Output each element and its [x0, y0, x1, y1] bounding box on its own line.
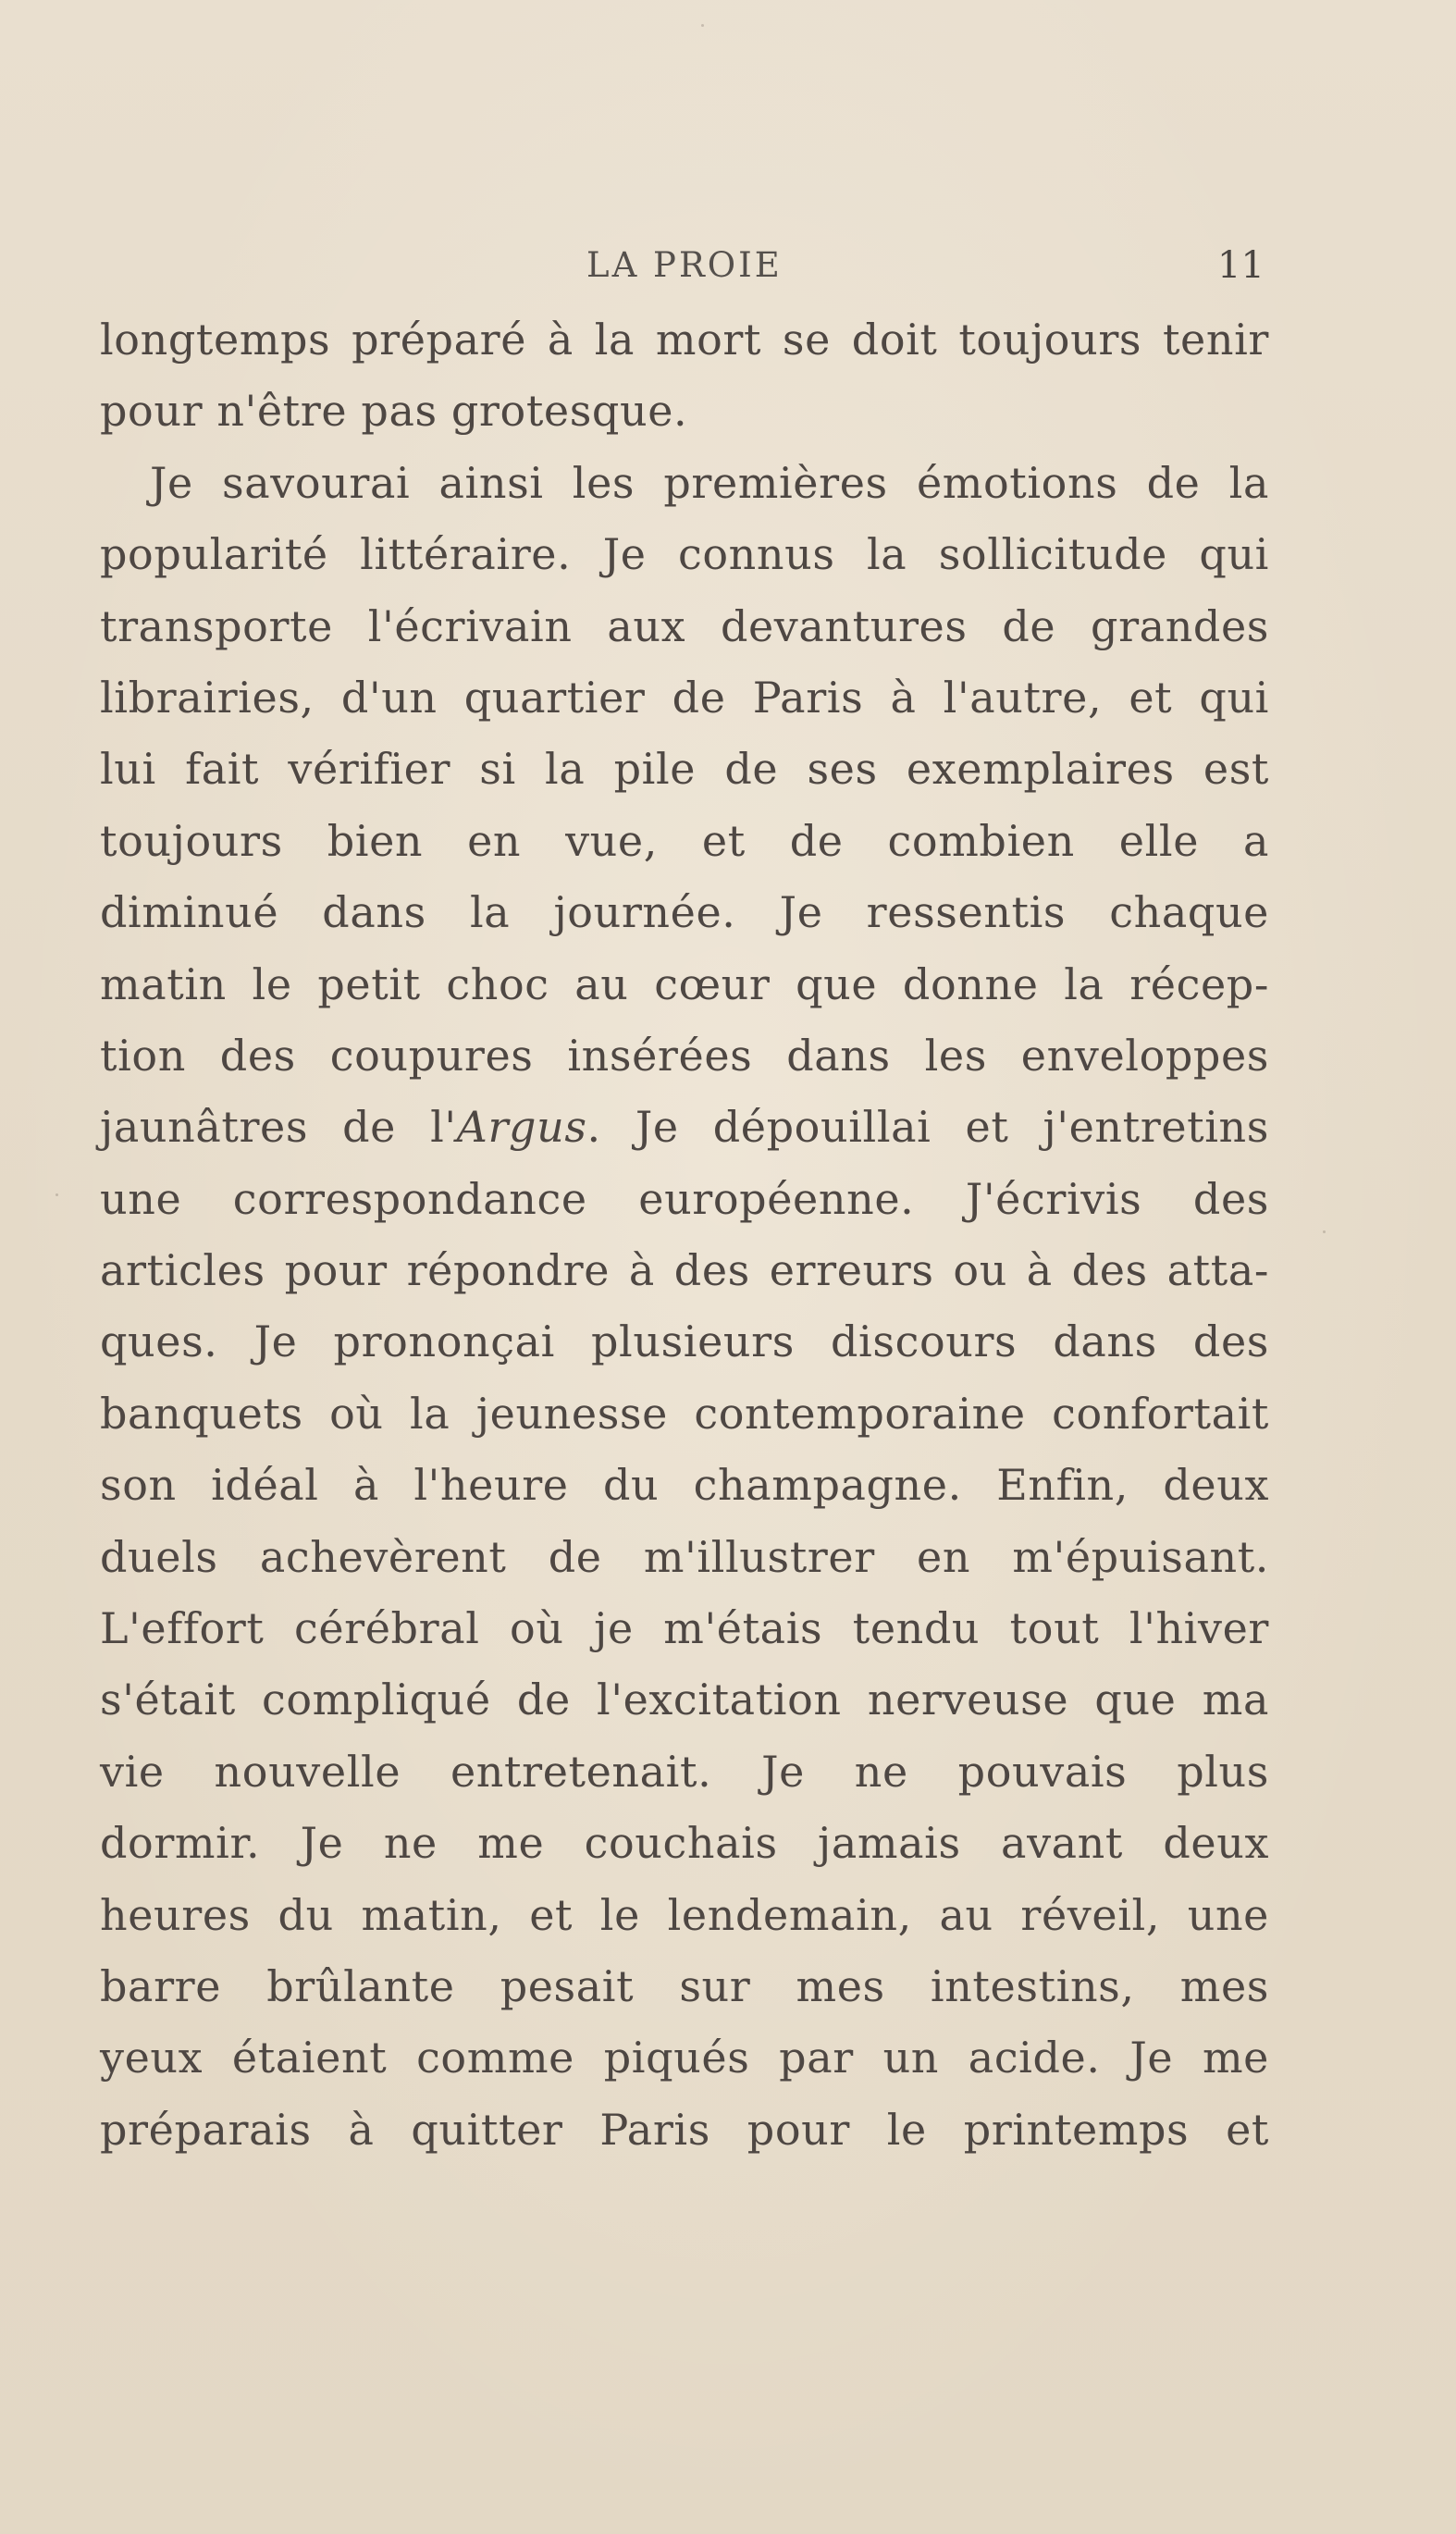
text-line: diminué dans la journée. Je ressentis chaque — [100, 887, 1269, 938]
text-line: articles pour répondre à des erreurs ou à des atta- — [100, 1245, 1269, 1296]
paper-speck — [56, 1193, 58, 1196]
paper-speck — [1323, 1230, 1326, 1233]
text-line: barre brûlante pesait sur mes intestins, mes — [100, 1960, 1269, 2011]
text-line: L'effort cérébral où je m'étais tendu tout l'hiver — [100, 1603, 1269, 1654]
text-line: matin le petit choc au cœur que donne la récep- — [100, 958, 1269, 1009]
text-line: duels achevèrent de m'illustrer en m'épuisant. — [100, 1531, 1269, 1582]
text-line: Je savourai ainsi les premières émotions de la — [150, 457, 1269, 508]
text-line: longtemps préparé à la mort se doit toujours tenir — [100, 315, 1269, 365]
text-line: son idéal à l'heure du champagne. Enfin, deux — [100, 1460, 1269, 1511]
text-line: une correspondance européenne. J'écrivis des — [100, 1173, 1269, 1224]
running-head — [0, 242, 1456, 289]
body-text — [100, 304, 1269, 2166]
text-line: librairies, d'un quartier de Paris à l'autre, et qui — [100, 672, 1269, 723]
running-title: LA PROIE — [586, 245, 783, 285]
text-line: s'était compliqué de l'excitation nerveuse que ma — [100, 1675, 1269, 1725]
italic-word: Argus — [456, 1102, 587, 1153]
text-line: banquets où la jeunesse contemporaine confortait — [100, 1388, 1269, 1439]
text-line: préparais à quitter Paris pour le printemps et — [100, 2104, 1269, 2155]
page-number: 11 — [1217, 244, 1265, 287]
text-line: yeux étaient comme piqués par un acide. Je me — [100, 2033, 1269, 2083]
text-line: ques. Je prononçai plusieurs discours dans des — [100, 1316, 1269, 1367]
text-line: vie nouvelle entretenait. Je ne pouvais plus — [100, 1746, 1269, 1797]
text-line: toujours bien en vue, et de combien elle a — [100, 815, 1269, 866]
text-line: tion des coupures insérées dans les enveloppes — [100, 1030, 1269, 1081]
text-line: heures du matin, et le lendemain, au réveil, une — [100, 1889, 1269, 1940]
text-line: popularité littéraire. Je connus la sollicitude qui — [100, 529, 1269, 580]
line-end: . Je dépouillai et j'entretins — [586, 1102, 1269, 1153]
text-line: transporte l'écrivain aux devantures de grandes — [100, 600, 1269, 651]
paper-speck — [701, 24, 704, 27]
text-line: pour n'être pas grotesque. — [100, 386, 688, 437]
text-line: dormir. Je ne me couchais jamais avant deux — [100, 1818, 1269, 1869]
line-start: jaunâtres de l' — [100, 1102, 457, 1153]
text-line: lui fait vérifier si la pile de ses exemplaires est — [100, 744, 1269, 795]
text-line-with-italic — [100, 1092, 1269, 1163]
